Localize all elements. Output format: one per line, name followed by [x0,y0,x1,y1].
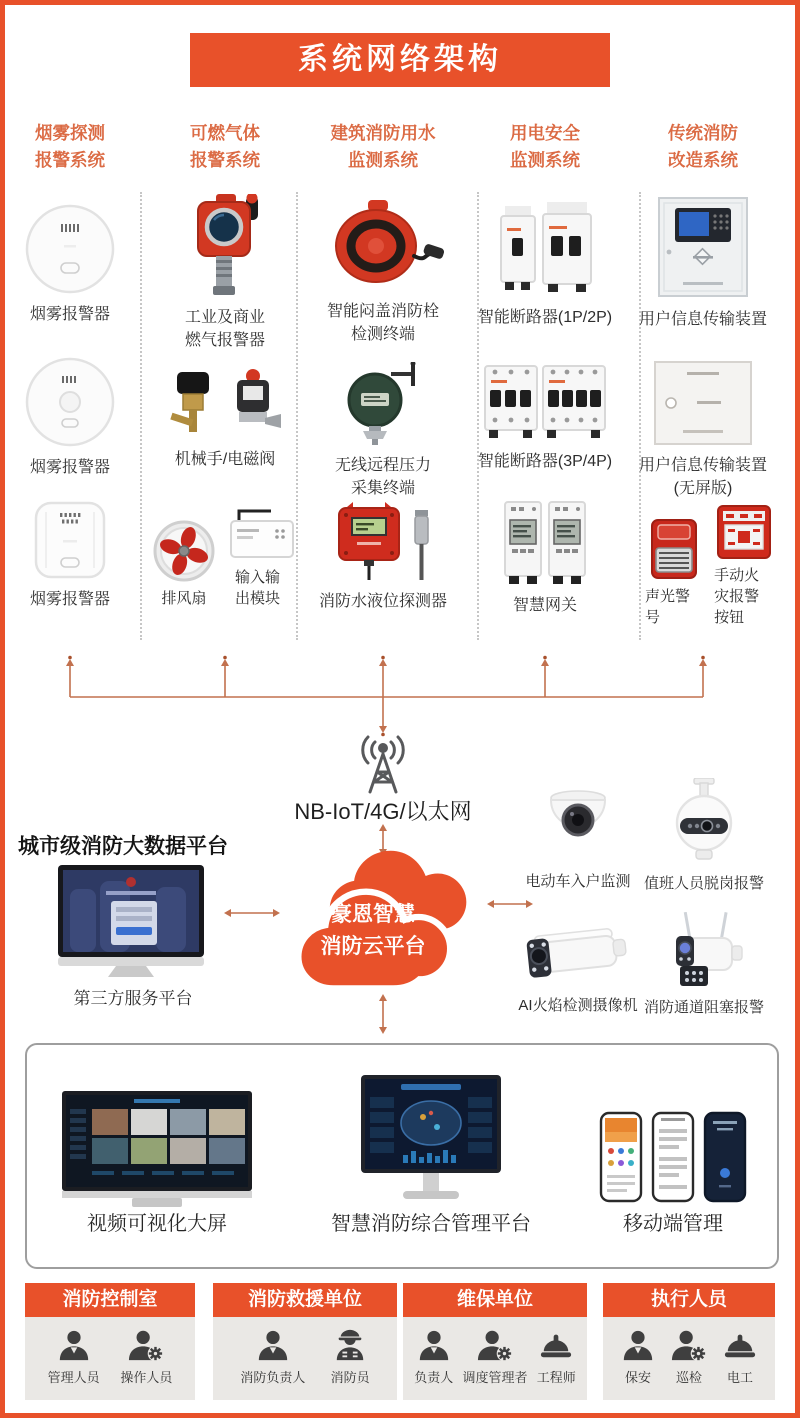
person-icon [256,1328,290,1362]
solenoid-valve-image [165,366,285,440]
person-icon [621,1328,655,1362]
member [48,1328,100,1386]
group-card-fire-control-room [25,1283,195,1400]
sounder-strobe-image [651,516,697,580]
device-valves [155,366,295,471]
device-fan-io-pair [152,505,298,609]
device-label: 排风扇 [161,590,207,607]
camera-duty-alarm [644,778,765,893]
ptz-camera-image [672,778,736,864]
arrow-cloud-cameras [486,896,534,912]
mobile-phones-image [599,1111,747,1203]
member [621,1328,655,1386]
device-label: 用户信息传输装置 [638,311,767,328]
group-card-field-staff [603,1283,775,1400]
group-card-maintenance-unit [403,1283,587,1400]
cloud-platform-label [288,899,458,962]
member [414,1328,453,1386]
device-io-module [227,505,297,609]
hydrant-cap-terminal-image [318,198,448,292]
manual-call-point-image [717,505,771,559]
member-label: 工程师 [536,1369,576,1385]
bullet-camera-antenna-image [656,912,752,988]
device-water-level [303,498,463,613]
device-label-line2: (无屏版) [673,480,733,498]
device-label: 智能闷盖消防栓检测终端 [326,303,439,344]
management-platform-box [25,1043,779,1269]
device-label: 烟雾报警器 [29,459,110,476]
hardhat-icon [723,1328,757,1362]
exhaust-fan-image [153,520,215,582]
pressure-sensor-image [335,362,431,446]
cloud-label-line1: 豪恩智慧 [331,903,415,926]
camera-label: 值班人员脱岗报警 [644,875,765,892]
member [331,1328,370,1386]
device-transmission [633,196,773,331]
group-title: 消防控制室 [25,1283,195,1317]
io-module-image [227,505,297,561]
bullet-camera-image [526,924,630,986]
camera-passage-blocked [644,912,764,1017]
smart-gateway-image [503,496,587,586]
device-gateway [490,496,600,617]
gas-detector-image [180,194,270,298]
circuit-breaker-image [483,364,607,442]
member [120,1328,172,1386]
device-smoke-alarm-3 [16,500,124,611]
device-callpoint [714,505,773,628]
platform-label-dashboard: 智慧消防综合管理平台 [331,1213,531,1235]
video-wall-monitor-image [62,1091,252,1213]
member-label: 电工 [726,1369,753,1385]
camera-label: AI火焰检测摄像机 [518,997,638,1014]
member-label: 管理人员 [47,1369,100,1385]
dashboard-monitor-image [355,1075,507,1209]
device-label: 烟雾报警器 [29,306,110,323]
device-label: 输入输出模块 [235,569,281,607]
third-party-monitor-image [56,863,206,981]
group-members [403,1317,587,1400]
smoke-alarm-image [24,356,116,448]
smoke-alarm-image [24,203,116,295]
firefighter-icon [333,1328,367,1362]
group-members [25,1317,195,1400]
cloud-label-line2: 消防云平台 [320,934,426,958]
column-header-electric: 用电安全监测系统 [510,123,580,171]
user-info-transmission-image [653,196,753,300]
camera-label: 电动车入户监测 [525,873,631,890]
page-title: 系统网络架构 [190,33,610,87]
group-title: 维保单位 [403,1283,587,1317]
member-label: 保安 [624,1369,651,1385]
device-transmission-noscreen [633,360,773,500]
camera-ai-flame [516,924,640,1015]
group-card-fire-rescue-unit [213,1283,397,1400]
device-label: 智慧网关 [512,597,577,614]
device-breaker-1p2p [470,198,620,329]
device-fan [153,520,215,609]
device-label: 无线远程压力采集终端 [334,457,431,498]
member [462,1328,527,1386]
member-label: 巡检 [675,1369,702,1385]
column-header-legacy: 传统消防改造系统 [668,123,738,171]
device-pressure-sensor [325,362,441,500]
platform-label-mobile: 移动端管理 [623,1213,723,1235]
hardhat-icon [539,1328,573,1362]
camera-ebike-monitor [521,790,635,891]
device-label: 用户信息传输装置 [638,457,767,474]
antenna-icon [351,734,415,796]
device-label: 智能断路器(1P/2P) [477,309,613,326]
person-icon [417,1328,451,1362]
device-label: 消防水液位探测器 [318,593,447,610]
platform-label-videowall: 视频可视化大屏 [87,1213,227,1235]
water-level-detector-image [323,498,443,582]
device-label: 烟雾报警器 [29,591,110,608]
column-header-water: 建筑消防用水监测系统 [330,123,436,171]
group-members [603,1317,775,1400]
device-label: 智能断路器(3P/4P) [477,453,613,470]
group-title: 消防救援单位 [213,1283,397,1317]
member-label: 负责人 [414,1369,454,1385]
member-label: 操作人员 [120,1369,173,1385]
device-smoke-alarm-2 [16,356,124,479]
device-label: 手动火灾报警按钮 [714,567,760,626]
member [537,1328,576,1386]
person-gear-icon [477,1328,513,1362]
smoke-alarm-image [30,500,110,580]
column-separator [140,192,142,640]
third-party-platform-label: 第三方服务平台 [73,989,193,1008]
column-header-gas: 可燃气体报警系统 [190,123,260,171]
group-members [213,1317,397,1400]
device-smoke-alarm-1 [16,203,124,326]
member-label: 调度管理者 [462,1369,528,1385]
network-label: NB-IoT/4G/以太网 [294,799,472,824]
device-label: 机械手/电磁阀 [174,451,276,468]
dome-camera-image [541,790,615,862]
member [671,1328,707,1386]
person-gear-icon [128,1328,164,1362]
member-label: 消防负责人 [240,1369,306,1385]
member-label: 消防员 [330,1369,370,1385]
group-title: 执行人员 [603,1283,775,1317]
device-gas-detector [167,194,283,352]
connector-bus [0,648,800,748]
user-info-transmission-noscreen-image [651,360,755,446]
person-gear-icon [671,1328,707,1362]
member [723,1328,757,1386]
device-hydrant-cap [313,198,453,346]
arrow-cloud-platformbox [375,992,391,1036]
device-sounder-callpoint-pair [645,505,773,628]
column-header-smoke: 烟雾探测报警系统 [35,123,105,171]
arrow-platform-cloud [222,905,282,921]
member [240,1328,305,1386]
device-sounder [645,516,702,628]
device-label: 工业及商业燃气报警器 [184,309,265,350]
person-icon [57,1328,91,1362]
camera-label: 消防通道阻塞报警 [644,999,765,1016]
device-breaker-3p4p [470,364,620,473]
device-label: 声光警号 [645,588,691,626]
circuit-breaker-image [497,198,593,298]
big-data-platform-heading: 城市级消防大数据平台 [18,835,228,858]
